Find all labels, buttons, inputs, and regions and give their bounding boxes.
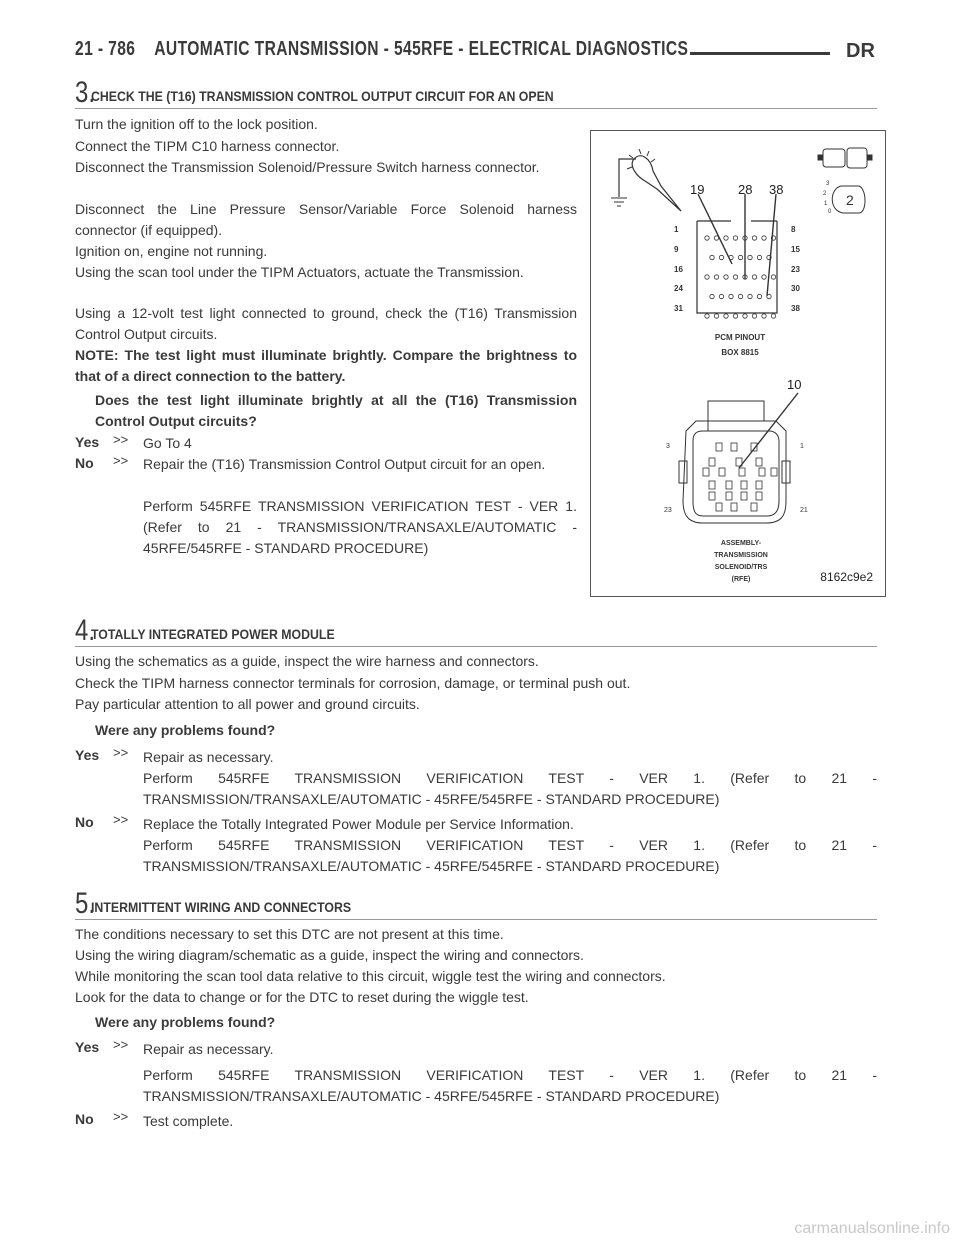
pin-label: 23 [664, 507, 672, 514]
row-label: 8 [791, 225, 796, 234]
arrow: >> [113, 1037, 129, 1052]
yes-label: Yes [75, 747, 100, 763]
pin-callout: 19 [690, 182, 705, 197]
terminal [726, 481, 732, 489]
terminal [719, 468, 725, 476]
pin-hole [757, 294, 761, 298]
terminal [759, 468, 765, 476]
pin-label: 21 [800, 507, 808, 514]
pin-hole [762, 314, 766, 318]
connector-disconnected-icon [818, 148, 872, 168]
no-label: No [75, 814, 94, 830]
terminal [756, 481, 762, 489]
question: Were any problems found? [95, 1014, 276, 1030]
page-number: 21 - 786 [75, 38, 136, 60]
step: Pay particular attention to all power and ground circuits. [75, 696, 420, 712]
pin-hole [748, 255, 752, 259]
model-code: DR [846, 40, 875, 62]
pcm-connector [697, 194, 777, 318]
pcm-caption: BOX 8815 [721, 348, 759, 357]
pin-hole [738, 255, 742, 259]
terminal [741, 492, 747, 500]
pin-hole [705, 275, 709, 279]
pin-callout: 10 [787, 377, 802, 392]
terminal [771, 468, 777, 476]
pin-hole [705, 314, 709, 318]
pin-hole [738, 294, 742, 298]
step: Connect the TIPM C10 harness connector. [75, 138, 340, 154]
terminal [703, 468, 709, 476]
arrow: >> [113, 432, 129, 447]
step: Using the wiring diagram/schematic as a guide, inspect the wiring and connectors. [75, 947, 584, 963]
pin-hole [719, 255, 723, 259]
no-label: No [75, 1111, 94, 1127]
pin-hole [752, 275, 756, 279]
arrow: >> [113, 812, 129, 827]
solenoid-caption: ASSEMBLY- [720, 540, 762, 547]
solenoid-caption: SOLENOID/TRS [714, 564, 768, 571]
pin-hole [743, 314, 747, 318]
no-label: No [75, 455, 94, 471]
key-number: 2 [846, 192, 854, 208]
solenoid-caption: TRANSMISSION [714, 552, 768, 559]
pin-hole [710, 255, 714, 259]
terminal [716, 503, 722, 511]
key-position: 0 [828, 209, 832, 215]
figure-id: 8162c9e2 [820, 570, 873, 584]
section-5-heading [75, 889, 877, 920]
row-label: 38 [791, 304, 800, 313]
terminal [741, 481, 747, 489]
answer: Repair as necessary. [143, 749, 274, 765]
answer: Go To 4 [143, 435, 192, 451]
pin-hole [762, 275, 766, 279]
pin-callout: 38 [769, 182, 784, 197]
key-position: 1 [824, 201, 828, 207]
pin-hole [719, 294, 723, 298]
row-label: 9 [674, 245, 679, 254]
terminal [731, 443, 737, 451]
pin-label: 3 [666, 443, 670, 450]
step: Using the scan tool under the TIPM Actuators, actuate the Transmission. [75, 264, 524, 280]
row-label: 15 [791, 245, 800, 254]
pcm-caption: PCM PINOUT [714, 333, 766, 342]
pin-hole [733, 275, 737, 279]
answer: Repair as necessary. [143, 1041, 274, 1057]
terminal [756, 492, 762, 500]
solenoid-connector [679, 393, 798, 523]
terminal [739, 468, 745, 476]
step: Disconnect the Line Pressure Sensor/Variable Force Solenoid harness connector (if equipped). [75, 201, 577, 238]
terminal [751, 503, 757, 511]
key-position: 2 [823, 191, 827, 197]
pin-hole [752, 314, 756, 318]
pin-hole [752, 236, 756, 240]
row-label: 23 [791, 265, 800, 274]
row-label: 30 [791, 284, 800, 293]
section-title: CHECK THE (T16) TRANSMISSION CONTROL OUTPUT CIRCUIT FOR AN OPEN [91, 88, 554, 104]
test-light-icon [611, 149, 681, 211]
watermark: carmanualsonline.info [794, 1220, 950, 1237]
answer: Perform 545RFE TRANSMISSION VERIFICATION TEST - VER 1. (Refer to 21 - TRANSMISSION/TRANSAXLE/AUTOMATIC - 45RFE/545RFE - STANDARD PROCEDURE) [143, 770, 877, 807]
section-title: TOTALLY INTEGRATED POWER MODULE [91, 626, 335, 642]
header-rule [690, 52, 830, 55]
row-label: 31 [674, 304, 683, 313]
key-position: 3 [826, 181, 830, 187]
pin-hole [714, 314, 718, 318]
question: Does the test light illuminate brightly at all the (T16) Transmission Control Output circuits? [95, 392, 577, 429]
answer: Replace the Totally Integrated Power Module per Service Information. [143, 816, 574, 832]
terminal [716, 443, 722, 451]
pin-hole [733, 236, 737, 240]
pin-hole [724, 314, 728, 318]
yes-label: Yes [75, 1039, 100, 1055]
step: Ignition on, engine not running. [75, 243, 268, 259]
section-number: 5. [75, 887, 96, 920]
page-header [75, 38, 707, 68]
terminal [709, 481, 715, 489]
arrow: >> [113, 453, 129, 468]
step: The conditions necessary to set this DTC are not present at this time. [75, 926, 504, 942]
arrow: >> [113, 1109, 129, 1124]
answer: Test complete. [143, 1113, 234, 1129]
ignition-key-icon [823, 181, 865, 215]
pin-hole [729, 294, 733, 298]
pin-hole [714, 275, 718, 279]
pin-hole [762, 236, 766, 240]
pin-hole [733, 314, 737, 318]
step: Using the schematics as a guide, inspect the wire harness and connectors. [75, 653, 539, 669]
terminal [709, 458, 715, 466]
answer: Repair the (T16) Transmission Control Output circuit for an open. [143, 456, 546, 472]
terminal [756, 458, 762, 466]
section-3-heading [75, 78, 877, 109]
connector-figure [590, 130, 886, 597]
step: While monitoring the scan tool data relative to this circuit, wiggle test the wiring and connectors. [75, 968, 666, 984]
header-title: AUTOMATIC TRANSMISSION - 545RFE - ELECTRICAL DIAGNOSTICS [154, 38, 689, 60]
step: Look for the data to change or for the DTC to reset during the wiggle test. [75, 989, 529, 1005]
arrow: >> [113, 745, 129, 760]
pin-hole [710, 294, 714, 298]
note: NOTE: The test light must illuminate brightly. Compare the brightness to that of a direct connection to the battery. [75, 347, 577, 384]
question: Were any problems found? [95, 722, 276, 738]
section-number: 3. [75, 76, 96, 109]
section-4-heading [75, 616, 877, 647]
pin-hole [771, 314, 775, 318]
pin-callout: 28 [738, 182, 753, 197]
yes-label: Yes [75, 434, 100, 450]
row-label: 24 [674, 284, 683, 293]
section-number: 4. [75, 614, 96, 647]
pin-label: 1 [800, 443, 804, 450]
pin-hole [724, 236, 728, 240]
terminal [726, 492, 732, 500]
step: Check the TIPM harness connector terminals for corrosion, damage, or terminal push out. [75, 675, 631, 691]
answer: Perform 545RFE TRANSMISSION VERIFICATION TEST - VER 1. (Refer to 21 - TRANSMISSION/TRANSAXLE/AUTOMATIC - 45RFE/545RFE - STANDARD PROCEDURE) [143, 837, 877, 874]
pin-hole [724, 275, 728, 279]
row-label: 16 [674, 265, 683, 274]
pin-hole [748, 294, 752, 298]
step: Disconnect the Transmission Solenoid/Pressure Switch harness connector. [75, 159, 540, 175]
step: Turn the ignition off to the lock position. [75, 116, 318, 132]
terminal [709, 492, 715, 500]
answer: Perform 545RFE TRANSMISSION VERIFICATION TEST - VER 1. (Refer to 21 - TRANSMISSION/TRANSAXLE/AUTOMATIC - 45RFE/545RFE - STANDARD PROCEDURE) [143, 498, 577, 556]
answer: Perform 545RFE TRANSMISSION VERIFICATION TEST - VER 1. (Refer to 21 - TRANSMISSION/TRANSAXLE/AUTOMATIC - 45RFE/545RFE - STANDARD PROCEDURE) [143, 1067, 877, 1104]
terminal [731, 503, 737, 511]
pin-hole [771, 275, 775, 279]
pin-hole [705, 236, 709, 240]
row-label: 1 [674, 225, 679, 234]
pin-hole [757, 255, 761, 259]
step: Using a 12-volt test light connected to ground, check the (T16) Transmission Control Output circuits. [75, 305, 577, 342]
section-title: INTERMITTENT WIRING AND CONNECTORS [91, 899, 352, 915]
solenoid-caption: (RFE) [731, 576, 751, 583]
